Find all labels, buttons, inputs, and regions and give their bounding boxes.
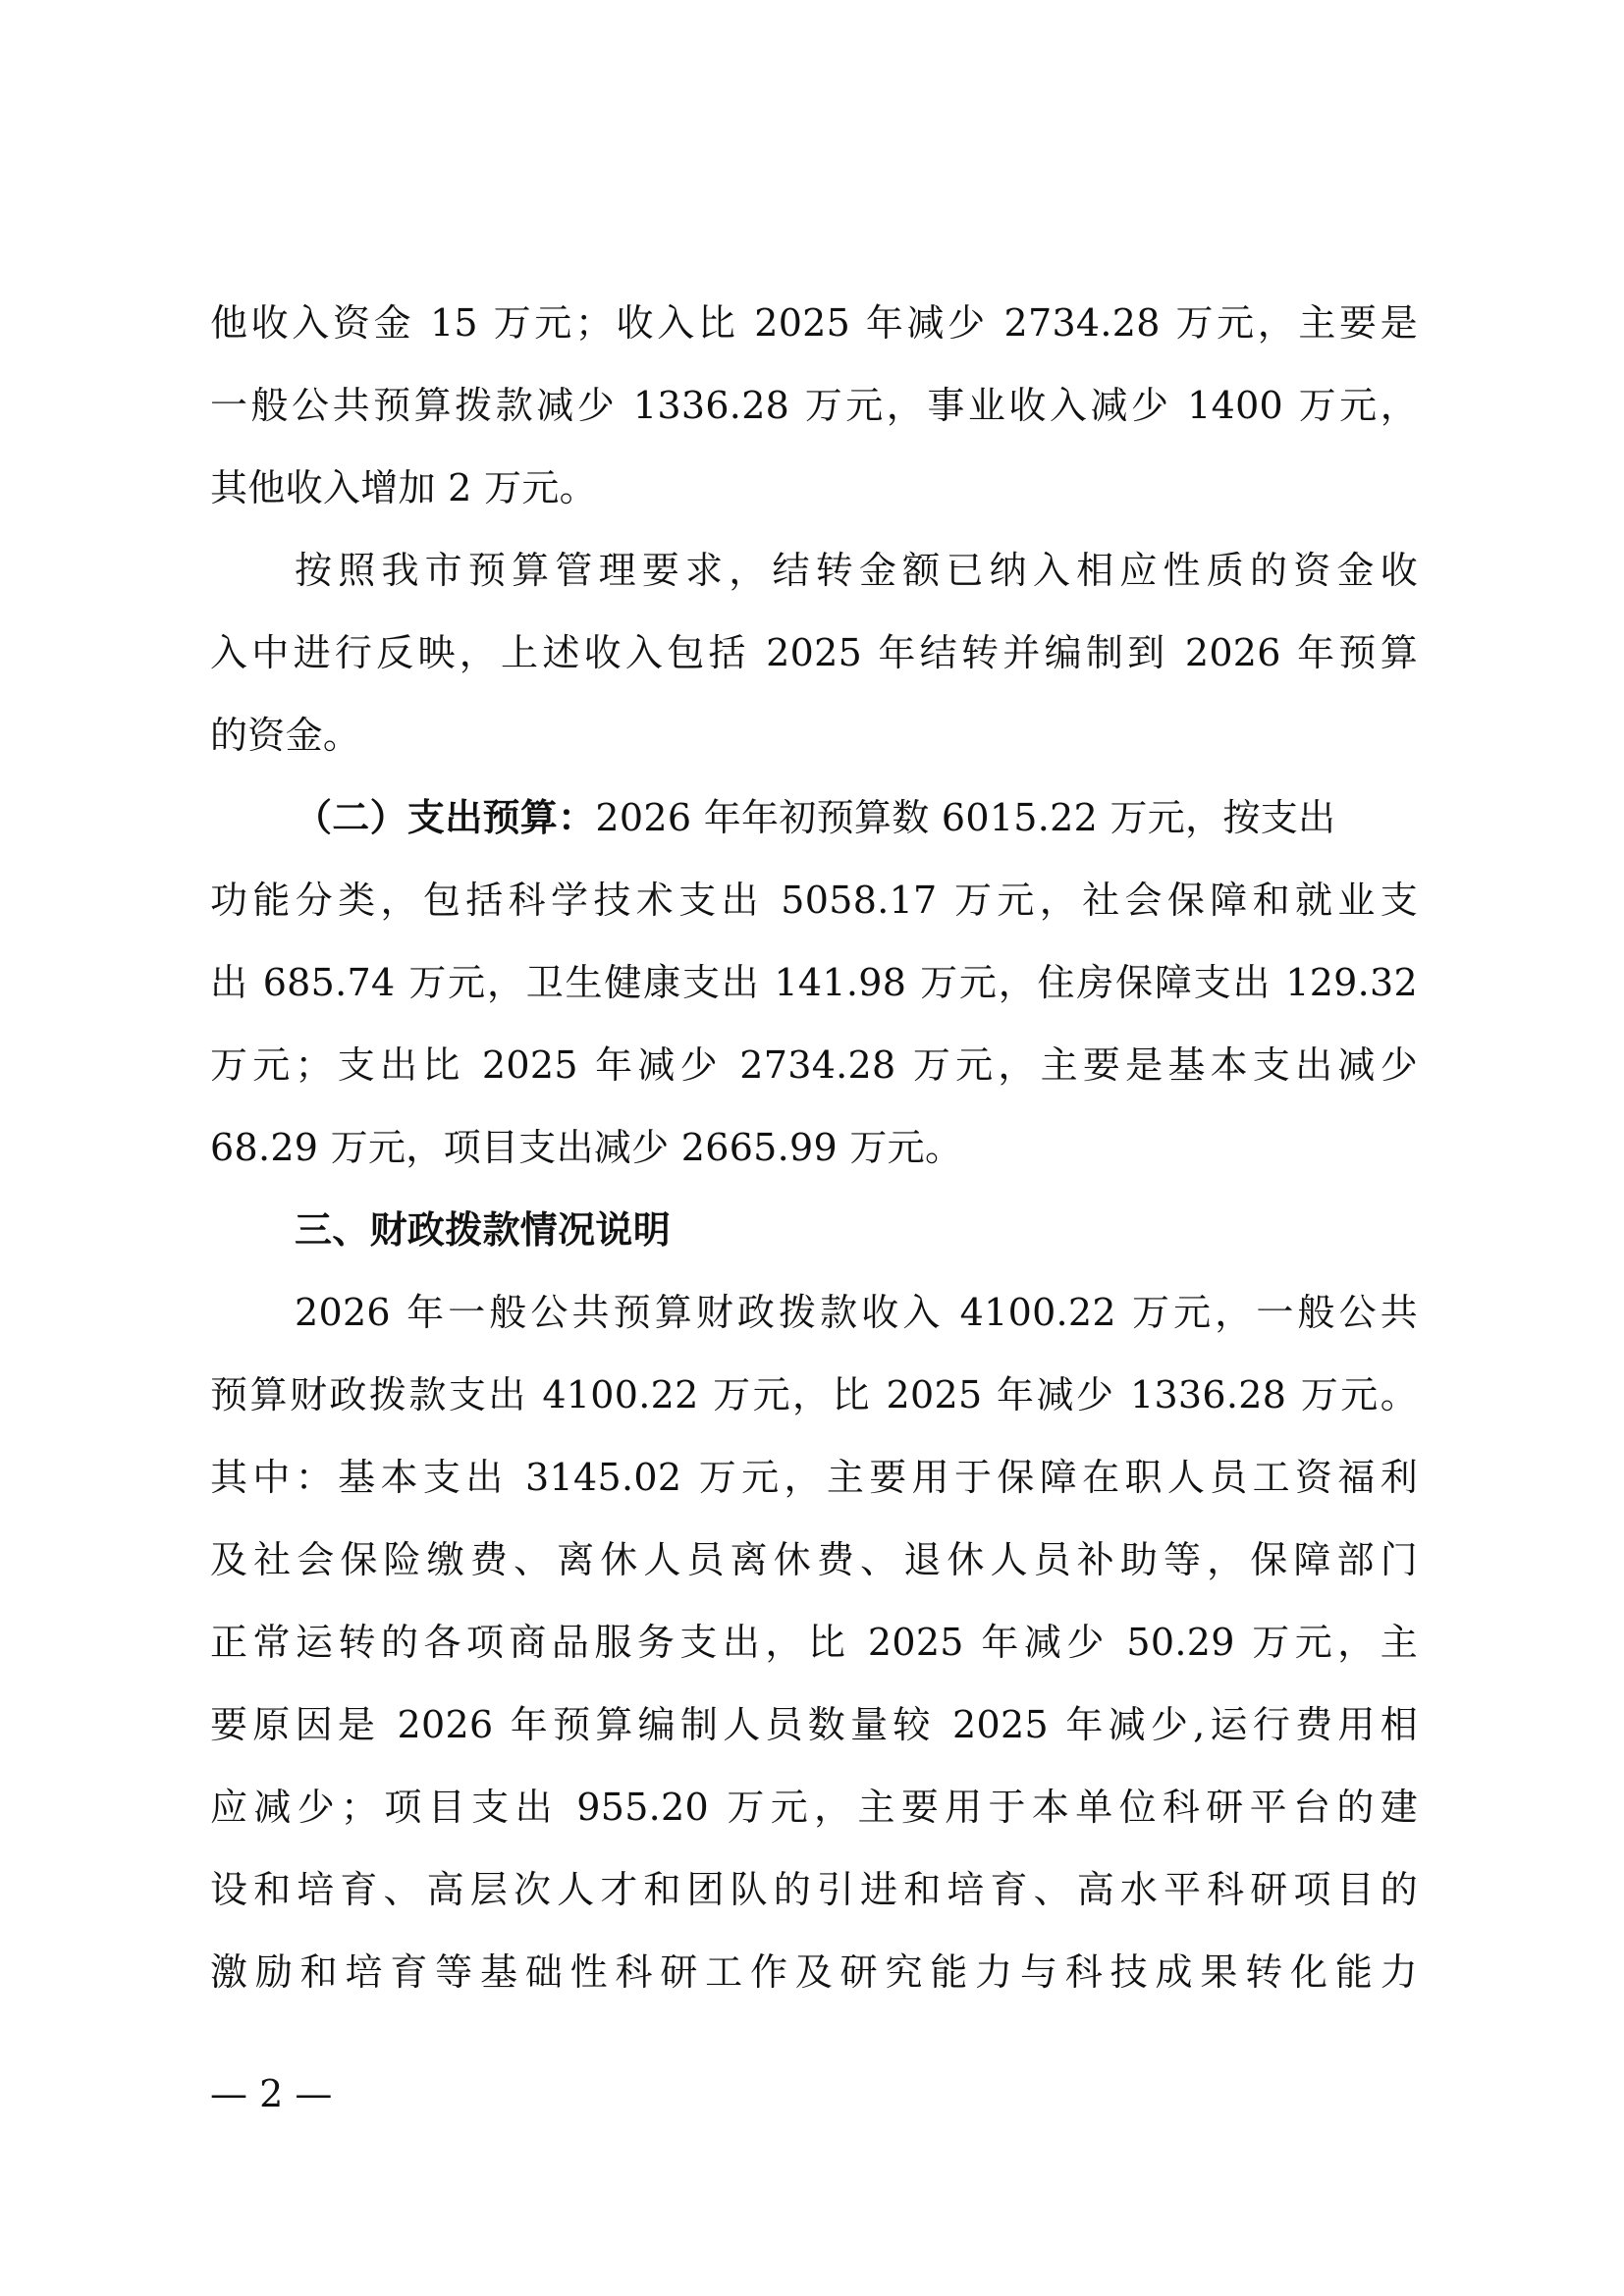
paragraph-line: 及社会保险缴费、离休人员离休费、退休人员补助等，保障部门 — [210, 1538, 1418, 1581]
paragraph-line: 激励和培育等基础性科研工作及研究能力与科技成果转化能力 — [210, 1950, 1418, 1994]
paragraph-line: 其中：基本支出 3145.02 万元，主要用于保障在职人员工资福利 — [210, 1456, 1418, 1499]
paragraph-line: 万元；支出比 2025 年减少 2734.28 万元，主要是基本支出减少 — [210, 1043, 1418, 1087]
paragraph-line: 要原因是 2026 年预算编制人员数量较 2025 年减少,运行费用相 — [210, 1703, 1418, 1746]
paragraph-line: 出 685.74 万元，卫生健康支出 141.98 万元，住房保障支出 129.32 — [210, 961, 1418, 1004]
paragraph-line: 预算财政拨款支出 4100.22 万元，比 2025 年减少 1336.28 万元。 — [210, 1373, 1418, 1416]
expenditure-budget-line — [295, 791, 1418, 844]
paragraph-line: 68.29 万元，项目支出减少 2665.99 万元。 — [210, 1126, 963, 1169]
paragraph-line: 应减少；项目支出 955.20 万元，主要用于本单位科研平台的建 — [210, 1786, 1418, 1829]
section-heading: 三、财政拨款情况说明 — [295, 1208, 672, 1252]
paragraph-line: 一般公共预算拨款减少 1336.28 万元，事业收入减少 1400 万元， — [210, 384, 1418, 427]
page-number: — 2 — — [210, 2072, 333, 2115]
paragraph-line: 入中进行反映，上述收入包括 2025 年结转并编制到 2026 年预算 — [210, 631, 1418, 674]
paragraph-line: 2026 年一般公共预算财政拨款收入 4100.22 万元，一般公共 — [295, 1291, 1418, 1334]
paragraph-line: 按照我市预算管理要求，结转金额已纳入相应性质的资金收 — [295, 549, 1418, 592]
expenditure-budget-text: 2026 年年初预算数 6015.22 万元，按支出 — [595, 796, 1336, 839]
paragraph-line: 功能分类，包括科学技术支出 5058.17 万元，社会保障和就业支 — [210, 879, 1418, 922]
paragraph-line: 其他收入增加 2 万元。 — [210, 466, 597, 509]
expenditure-budget-heading: （二）支出预算： — [295, 796, 596, 839]
paragraph-line: 的资金。 — [210, 714, 361, 757]
paragraph-line: 设和培育、高层次人才和团队的引进和培育、高水平科研项目的 — [210, 1868, 1418, 1911]
paragraph-line: 他收入资金 15 万元；收入比 2025 年减少 2734.28 万元，主要是 — [210, 301, 1418, 345]
paragraph-line: 正常运转的各项商品服务支出，比 2025 年减少 50.29 万元，主 — [210, 1621, 1418, 1664]
